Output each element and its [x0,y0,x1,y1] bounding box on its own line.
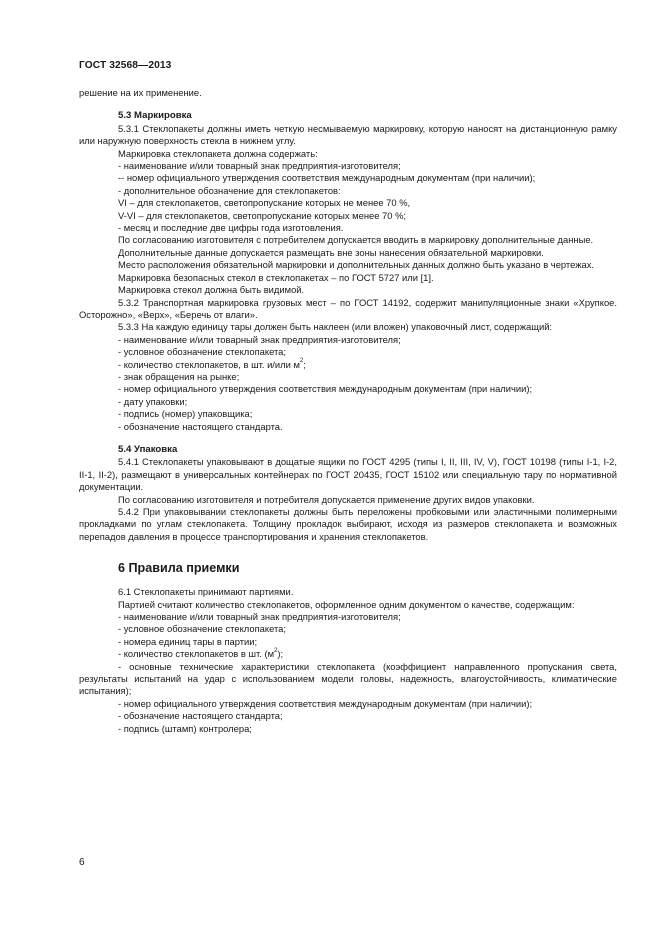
list-item: - номера единиц тары в партии; [118,635,258,647]
paragraph: Маркировка стеклопакета должна содержать: [118,147,318,159]
list-item: - подпись (номер) упаковщика; [118,408,253,420]
paragraph: 5.4.1 Стеклопакеты упаковывают в дощатые ящики по ГОСТ 4295 (типы I, II, III, IV, V), ГОСТ 10198 (типы I-1, I-2, II-1, II-2), размещают в универсальных контейнерах по ГОСТ 20435, ГОСТ 15102 или специальную тару по нормативной документации. [79,456,617,493]
list-item-text: - количество стеклопакетов, в шт. и/или м [118,358,300,370]
page-number: 6 [79,857,85,868]
list-item: - обозначение настоящего стандарта; [118,710,283,722]
paragraph: Дополнительные данные допускается размещать вне зоны нанесения обязательной маркировки. [118,246,544,258]
document-header: ГОСТ 32568—2013 [79,60,172,71]
list-item: - подпись (штамп) контролера; [118,722,252,734]
section-heading-5-3: 5.3 Маркировка [118,110,192,122]
paragraph: 5.3.2 Транспортная маркировка грузовых мест – по ГОСТ 14192, содержит манипуляционные знаки «Хрупкое. Осторожно», «Верх», «Беречь от влаги». [79,296,617,320]
paragraph: Маркировка стекол должна быть видимой. [118,284,305,296]
list-item: V-VI – для стеклопакетов, светопропускание которых менее 70 %; [118,209,407,221]
list-item: - условное обозначение стеклопакета; [118,623,286,635]
paragraph: По согласованию изготовителя и потребителя допускается применение других видов упаковки. [118,493,535,505]
paragraph: Место расположения обязательной маркировки и дополнительных данных должно быть указано в чертежах. [118,259,594,271]
list-item: - наименование и/или товарный знак предприятия-изготовителя; [118,333,401,345]
list-item: - основные технические характеристики стеклопакета (коэффициент направленного пропускания света, результаты испытаний на удар с использованием модели головы, надежность, влагоустойчивость, климатические испытания); [79,660,617,697]
list-item: -- номер официального утверждения соответствия международным документам (при наличии); [118,172,536,184]
paragraph: 5.3.3 На каждую единицу тары должен быть наклеен (или вложен) упаковочный лист, содержащий: [118,321,553,333]
list-item: - обозначение настоящего стандарта. [118,420,283,432]
paragraph: 5.3.1 Стеклопакеты должны иметь четкую несмываемую маркировку, которую наносят на дистанционную рамку или наружную поверхность стекла в нижнем углу. [79,122,617,147]
list-item [79,648,617,660]
paragraph: Маркировка безопасных стекол в стеклопакетах – по ГОСТ 5727 или [1]. [118,271,434,283]
document-page [79,60,617,735]
chapter-heading-6: 6 Правила приемки [118,561,240,576]
list-item-text-end: ); [277,648,284,660]
list-item: - наименование и/или товарный знак предприятия-изготовителя; [118,611,401,623]
paragraph: По согласованию изготовителя с потребителем допускается вводить в маркировку дополнительные данные. [118,234,594,246]
list-item: - знак обращения на рынке; [118,370,240,382]
list-item: - дополнительное обозначение для стеклопакетов: [118,184,341,196]
paragraph: Партией считают количество стеклопакетов, оформленное одним документом о качестве, содержащим: [118,598,575,610]
list-item-text: - количество стеклопакетов в шт. (м [118,648,275,660]
list-item: - номер официального утверждения соответствия международным документам (при наличии); [118,383,533,395]
paragraph: решение на их применение. [79,87,202,98]
list-item: VI – для стеклопакетов, светопропускание которых не менее 70 %, [118,197,411,209]
list-item: - месяц и последние две цифры года изготовления. [118,222,344,234]
superscript: 2 [274,648,278,655]
list-item: - номер официального утверждения соответствия международным документам (при наличии); [118,697,533,709]
list-item-text-end: ; [303,358,306,370]
paragraph: 6.1 Стеклопакеты принимают партиями. [118,586,294,598]
list-item [79,359,617,371]
list-item: - наименование и/или товарный знак предприятия-изготовителя; [118,160,401,172]
section-heading-5-4: 5.4 Упаковка [118,443,178,455]
superscript: 2 [299,358,304,365]
list-item: - дату упаковки; [118,395,188,407]
list-item: - условное обозначение стеклопакета; [118,346,286,358]
paragraph: 5.4.2 При упаковывании стеклопакеты должны быть переложены пробковыми или эластичными полимерными прокладками по углам стеклопакета. Толщину прокладок выбирают, исходя из размеров стеклопакета и возможных перепадов давления в процессе транспортирования и хранения стеклопакетов. [79,506,617,542]
